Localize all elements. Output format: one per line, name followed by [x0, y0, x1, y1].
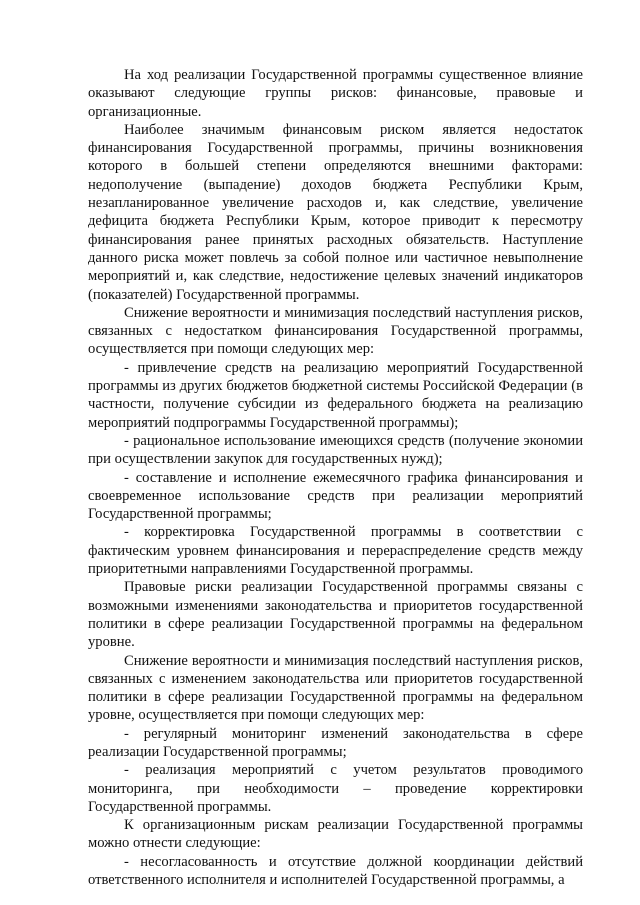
list-item-monthly-schedule: - составление и исполнение ежемесячного графика финансирования и своевременное использование средств при реализации мероприятий Государственной программы;: [88, 469, 583, 523]
list-item-rational-use: - рациональное использование имеющихся средств (получение экономии при осуществлении закупок для государственных нужд);: [88, 432, 583, 468]
paragraph-organizational-risks: К организационным рискам реализации Государственной программы можно отнести следующие:: [88, 817, 583, 852]
paragraph-legal-risks: Правовые риски реализации Государственной программы связаны с возможными изменениями законодательства и приоритетов государственной политики в сфере реализации Государственной программы на федеральном уровне.: [88, 579, 583, 651]
list-item-monitoring-results: - реализация мероприятий с учетом результатов проводимого мониторинга, при необходимости – проведение корректировки Государственной программы.: [88, 762, 583, 815]
list-item-coordination: - несогласованность и отсутствие должной координации действий ответственного исполнителя и исполнителей Государственной программы, а: [88, 853, 583, 889]
paragraph-financial-measures-intro: Снижение вероятности и минимизация последствий наступления рисков, связанных с недостатком финансирования Государственной программы, осуществляется при помощи следующих мер:: [88, 304, 583, 358]
paragraph-financial-risk: Наиболее значимым финансовым риском является недостаток финансирования Государственной программы, причины возникновения которого в большей степени определяются внешними факторами: недополучение (выпадение) доходов бюджета Республики Крым, незапланированное увеличение расходов и, как следствие, увеличение дефицита бюджета Республики Крым, которое приводит к пересмотру финансирования ранее принятых расходных обязательств. Наступление данного риска может повлечь за собой полное или частичное невыполнение мероприятий и, как следствие, недостижение целевых значений индикаторов (показателей) Государственной программы.: [88, 121, 583, 303]
list-item-legal-monitoring: - регулярный мониторинг изменений законодательства в сфере реализации Государственной программы;: [88, 725, 583, 760]
paragraph-legal-measures-intro: Снижение вероятности и минимизация последствий наступления рисков, связанных с изменением законодательства или приоритетов государственной политики в сфере реализации Государственной программы на федеральном уровне, осуществляется при помощи следующих мер:: [88, 652, 583, 724]
document-page: [88, 66, 583, 889]
list-item-attract-funds: - привлечение средств на реализацию мероприятий Государственной программы из других бюджетов бюджетной системы Российской Федерации (в частности, получение субсидии из федерального бюджета на реализацию мероприятий подпрограммы Государственной программы);: [88, 359, 583, 431]
list-item-program-adjustment: - корректировка Государственной программы в соответствии с фактическим уровнем финансирования и перераспределение средств между приоритетными направлениями Государственной программы.: [88, 524, 583, 578]
paragraph-risk-groups: На ход реализации Государственной программы существенное влияние оказывают следующие группы рисков: финансовые, правовые и организационные.: [88, 67, 583, 120]
